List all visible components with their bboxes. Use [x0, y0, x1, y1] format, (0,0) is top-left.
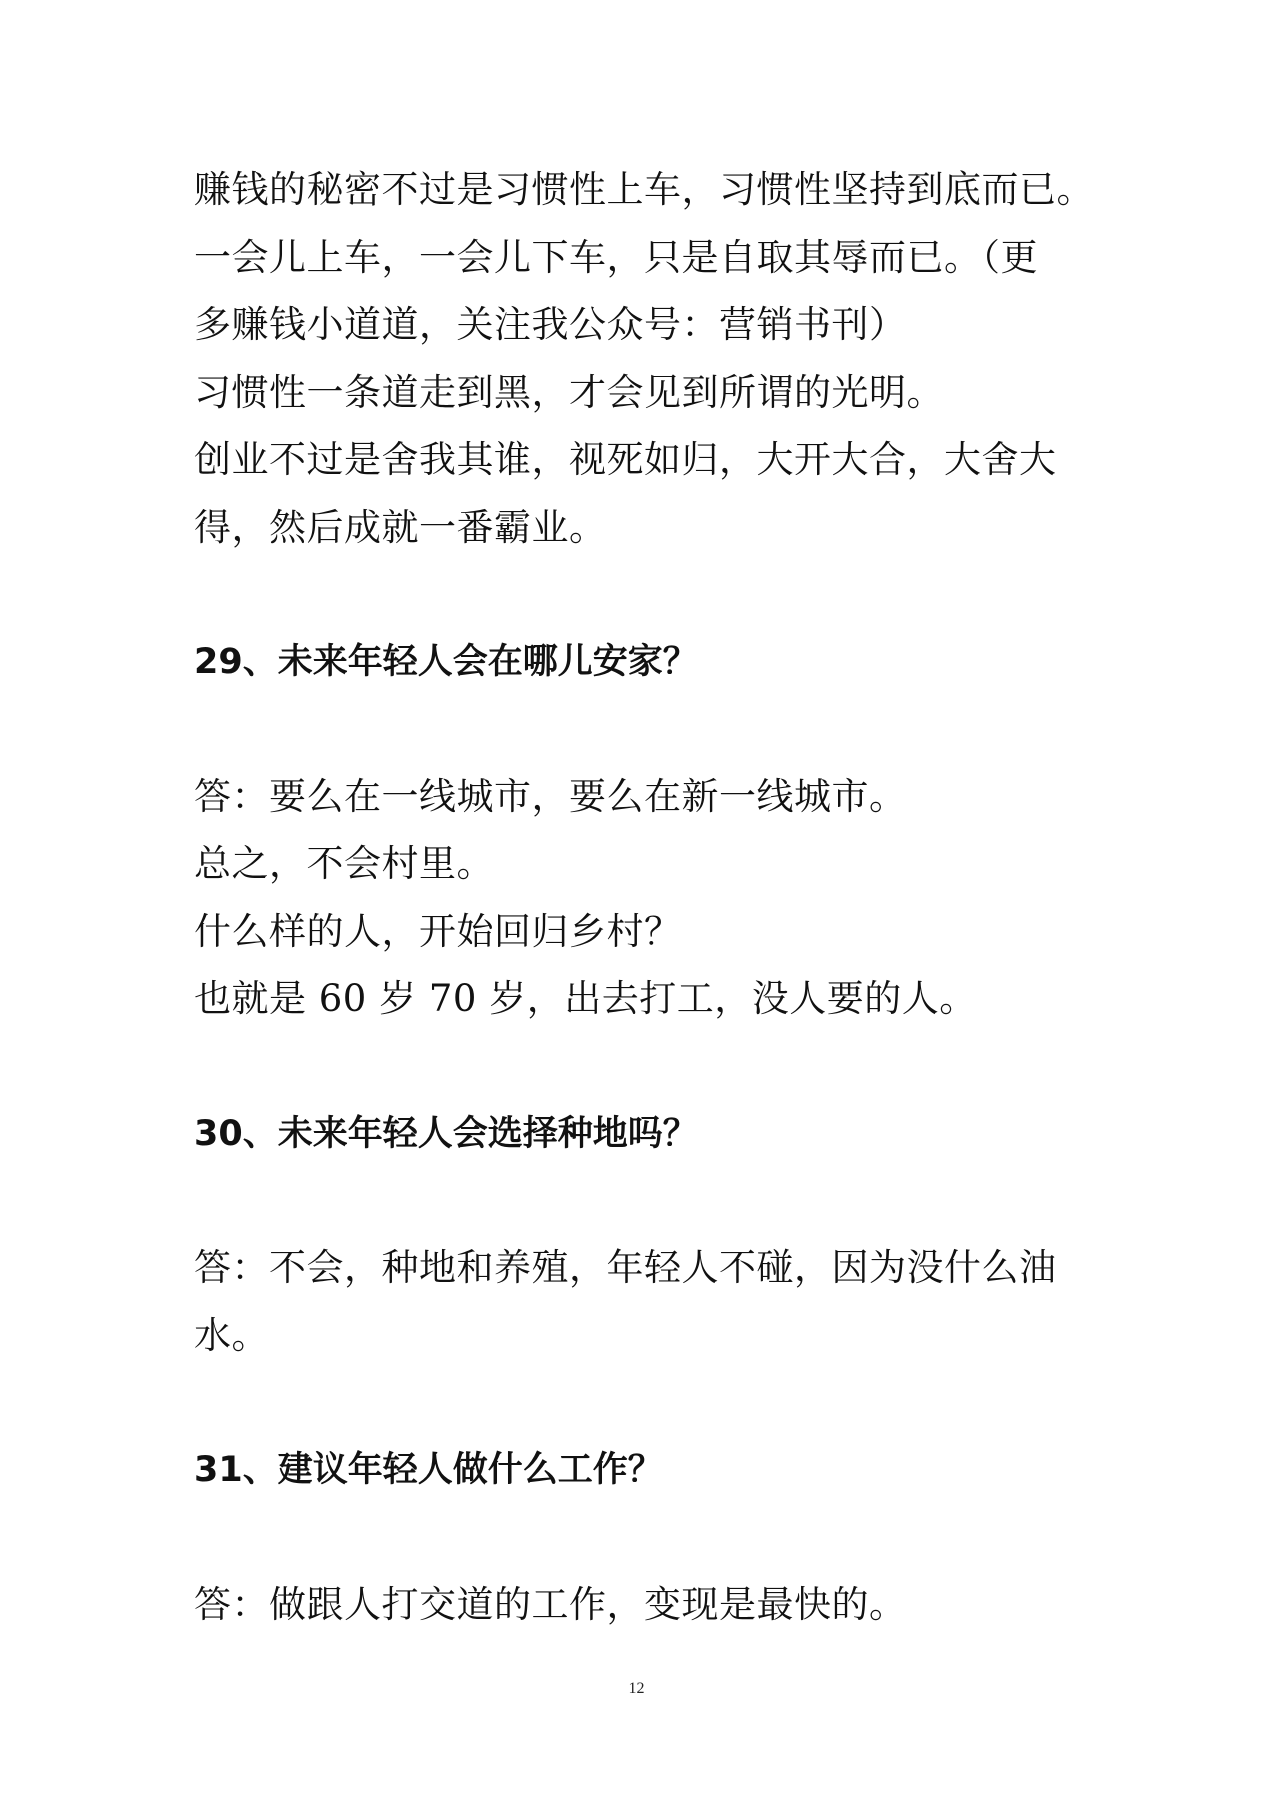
answer-line: 什么样的人，开始回归乡村？ — [194, 910, 682, 953]
intro-line: 一会儿上车，一会儿下车，只是自取其辱而已。（更 — [194, 236, 1038, 279]
answer-line: 答：要么在一线城市，要么在新一线城市。 — [194, 775, 907, 818]
intro-line: 多赚钱小道道，关注我公众号：营销书刊） — [194, 303, 907, 346]
answer-line: 总之，不会村里。 — [194, 842, 494, 885]
answer-line: 水。 — [194, 1314, 269, 1357]
intro-line: 赚钱的秘密不过是习惯性上车，习惯性坚持到底而已。 — [194, 168, 1094, 211]
section-heading: 29、未来年轻人会在哪儿安家？ — [194, 642, 698, 682]
intro-line: 得，然后成就一番霸业。 — [194, 506, 607, 549]
answer-line: 也就是 60 岁 70 岁，出去打工，没人要的人。 — [194, 977, 977, 1020]
answer-line: 答：做跟人打交道的工作，变现是最快的。 — [194, 1583, 907, 1626]
page-number: 12 — [628, 1680, 645, 1697]
section-heading: 30、未来年轻人会选择种地吗？ — [194, 1114, 698, 1154]
intro-line: 创业不过是舍我其谁，视死如归，大开大合，大舍大 — [194, 438, 1057, 481]
section-heading: 31、建议年轻人做什么工作？ — [194, 1450, 663, 1490]
intro-line: 习惯性一条道走到黑，才会见到所谓的光明。 — [194, 371, 944, 414]
answer-line: 答：不会，种地和养殖，年轻人不碰，因为没什么油 — [194, 1246, 1057, 1289]
